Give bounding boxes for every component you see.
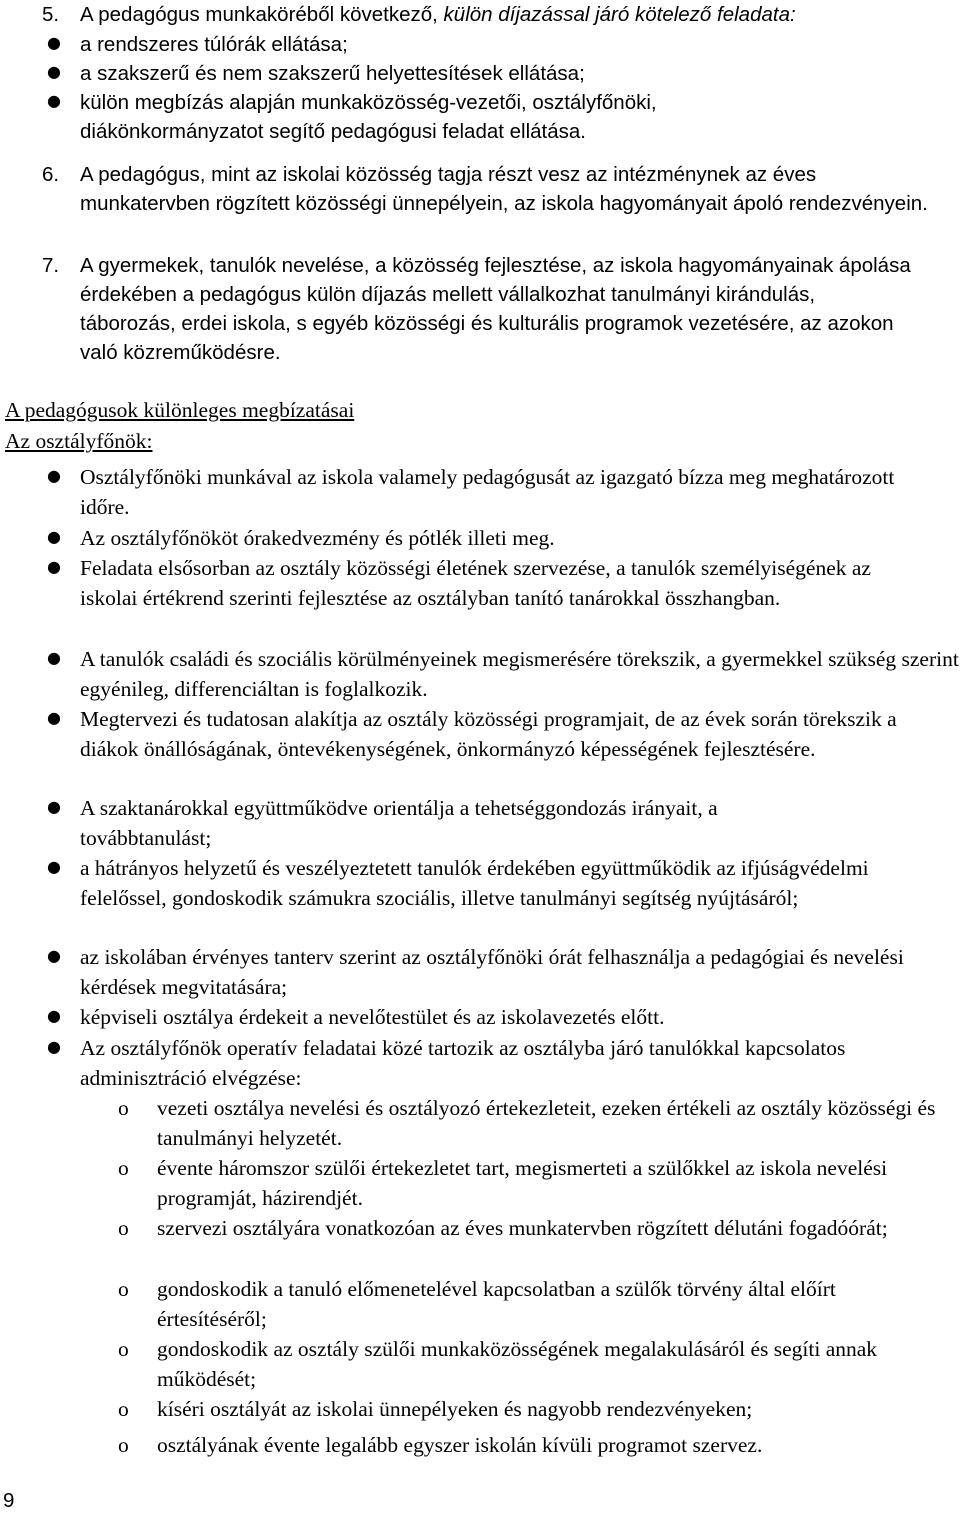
- sub-item-4: gondoskodik a tanuló előmenetelével kapcsolatban a szülők törvény által előírt értesítéséről;: [157, 1277, 836, 1331]
- bullet-icon: ●: [47, 557, 61, 576]
- sub-bullet-marker: o: [118, 1337, 129, 1361]
- sub-bullet-marker: o: [118, 1156, 129, 1180]
- section-title-text: A pedagógusok különleges megbízatásai: [5, 398, 355, 422]
- sub-item-5: gondoskodik az osztály szülői munkaközösségének megalakulásáról és segíti annak működését;: [157, 1337, 878, 1391]
- osztalyfonok-bullet-1: Osztályfőnöki munkával az iskola valamely pedagógusát az igazgató bízza meg meghatározott időre.: [80, 465, 895, 519]
- section-subtitle-text: Az osztályfőnök:: [5, 429, 153, 453]
- item-5-bullet-2: a szakszerű és nem szakszerű helyettesítések ellátása;: [80, 62, 585, 85]
- osztalyfonok-bullet-8: az iskolában érvényes tanterv szerint az osztályfőnöki órát felhasználja a pedagógiai és nevelési kérdések megvitatására;: [80, 945, 904, 999]
- sub-item-3: szervezi osztályára vonatkozóan az éves munkatervben rögzített délutáni fogadóórát;: [157, 1216, 888, 1240]
- sub-bullet-marker: o: [118, 1433, 129, 1457]
- osztalyfonok-bullet-4: A tanulók családi és szociális körülményeinek megismerésére törekszik, a gyermekkel szükség szerint egyénileg, differenciáltan is foglalkozik.: [80, 647, 959, 701]
- item-7-text: A gyermekek, tanulók nevelése, a közösség fejlesztése, az iskola hagyományainak ápolása érdekében a pedagógus külön díjazás mellett vállalkozhat tanulmányi kirándulás, táborozás, erdei iskola, s egyéb közösségi és kulturális programok vezetésére, az azokon való közreműködésre.: [80, 254, 911, 364]
- bullet-icon: ●: [47, 33, 61, 52]
- bullet-icon: ●: [47, 1006, 61, 1025]
- bullet-icon: ●: [47, 797, 61, 816]
- osztalyfonok-bullet-9: képviseli osztálya érdekeit a nevelőtestület és az iskolavezetés előtt.: [80, 1005, 665, 1029]
- bullet-icon: ●: [47, 648, 61, 667]
- sub-bullet-marker: o: [118, 1096, 129, 1120]
- bullet-icon: ●: [47, 708, 61, 727]
- item-5-number: 5.: [42, 3, 60, 26]
- sub-bullet-marker: o: [118, 1216, 129, 1240]
- item-5-lead-italic: külön díjazással járó kötelező feladata:: [443, 3, 796, 26]
- bullet-icon: ●: [47, 62, 61, 81]
- sub-item-2: évente háromszor szülői értekezletet tart, megismerteti a szülőkkel az iskola nevelési programját, házirendjét.: [157, 1156, 888, 1210]
- section-title: [5, 395, 354, 425]
- item-6-text: A pedagógus, mint az iskolai közösség tagja részt vesz az intézménynek az éves munkatervben rögzített közösségi ünnepélyein, az iskola hagyományait ápoló rendezvényein.: [80, 163, 928, 215]
- bullet-icon: ●: [47, 527, 61, 546]
- bullet-icon: ●: [47, 1037, 61, 1056]
- section-subtitle: [5, 426, 152, 456]
- sub-bullet-marker: o: [118, 1397, 129, 1421]
- bullet-icon: ●: [47, 946, 61, 965]
- item-7-number: 7.: [42, 254, 60, 277]
- sub-item-1: vezeti osztálya nevelési és osztályozó értekezleteit, ezeken értékeli az osztály közösségi és tanulmányi helyzetét.: [157, 1096, 936, 1150]
- bullet-icon: ●: [47, 466, 61, 485]
- bullet-icon: ●: [47, 857, 61, 876]
- item-5-bullet-1: a rendszeres túlórák ellátása;: [80, 33, 348, 56]
- item-5-bullet-3: külön megbízás alapján munkaközösség-vezetői, osztályfőnöki, diákönkormányzatot segítő pedagógusi feladat ellátása.: [80, 91, 657, 143]
- osztalyfonok-bullet-6: A szaktanárokkal együttműködve orientálja a tehetséggondozás irányait, a továbbtanulást;: [80, 796, 718, 850]
- osztalyfonok-bullet-3: Feladata elsősorban az osztály közösségi életének szervezése, a tanulók személyiségének az iskolai értékrend szerinti fejlesztése az osztályban tanító tanárokkal összhangban.: [80, 556, 871, 610]
- sub-item-6: kíséri osztályát az iskolai ünnepélyeken és nagyobb rendezvényeken;: [157, 1397, 753, 1421]
- osztalyfonok-bullet-10: Az osztályfőnök operatív feladatai közé tartozik az osztályba járó tanulókkal kapcsolatos adminisztráció elvégzése:: [80, 1036, 846, 1090]
- item-5-lead-text: A pedagógus munkaköréből következő,: [80, 3, 444, 26]
- item-5-lead: [80, 0, 950, 29]
- osztalyfonok-bullet-7: a hátrányos helyzetű és veszélyeztetett tanulók érdekében együttműködik az ifjúságvédelmi felelőssel, gondoskodik számukra szociális, illetve tanulmányi segítség nyújtásáról;: [80, 856, 869, 910]
- sub-item-7: osztályának évente legalább egyszer iskolán kívüli programot szervez.: [157, 1433, 763, 1457]
- item-6-number: 6.: [42, 163, 60, 186]
- page-number: 9: [3, 1489, 15, 1512]
- bullet-icon: ●: [47, 91, 61, 110]
- sub-bullet-marker: o: [118, 1277, 129, 1301]
- osztalyfonok-bullet-5: Megtervezi és tudatosan alakítja az osztály közösségi programjait, de az évek során törekszik a diákok önállóságának, öntevékenységének, önkormányzó képességének fejlesztésére.: [80, 707, 897, 761]
- osztalyfonok-bullet-2: Az osztályfőnököt órakedvezmény és pótlék illeti meg.: [80, 526, 555, 550]
